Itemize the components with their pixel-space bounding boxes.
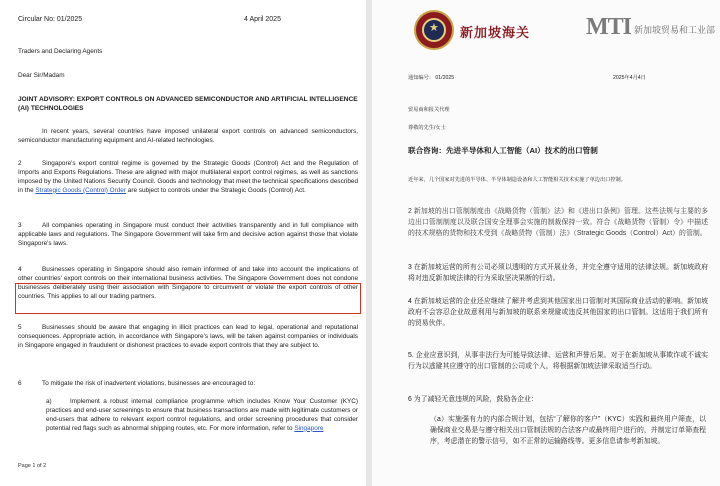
paragraph-text: All companies operating in Singapore must conduct their activities transparently and in full compliance with applicable laws and regulations. The Singapore Government will take firm and decisive action against those that violate Singapore's laws.: [18, 222, 358, 247]
zh-intro-paragraph: 近年来，几个国家对先进的半导体、半导体制造设备和人工智能相关技术实施了单边出口控制。: [408, 177, 626, 183]
mti-logo-text: MTI: [586, 14, 631, 40]
sub-item-number: a): [46, 398, 52, 405]
chinese-document-page: [372, 0, 720, 486]
singapore-customs-crest-icon: [414, 10, 454, 50]
paragraph-6a: [46, 398, 358, 434]
zh-paragraph-2: 2 新加坡的出口管制制度由《战略货物（管制）法》和《进出口条例》管理。这些法规与主要的多边出口管制制度以及联合国安全理事会实施的制裁保持一致。符合《战略货物（管制）令》中描述的技术规格的货物和技术受到《战略货物（管制）法》（Strategic Goods（Control）Act）的管制。: [408, 208, 708, 237]
document-header: [18, 16, 358, 23]
addressee: Traders and Declaring Agents: [18, 48, 103, 55]
paragraph-2: [18, 160, 358, 196]
paragraph-3: [18, 222, 358, 249]
paragraph-text: Singapore's export control regime is governed by the Strategic Goods (Control) Act and the Regulation of Imports and Exports Regulations. These are aligned with major multilateral export control regimes, as well as sanctions imposed by the United Nations Security Council. Goods and technology that meet the technical specifications described in the: [18, 160, 358, 194]
paragraph-number: 4: [18, 266, 22, 273]
salutation: Dear Sir/Madam: [18, 72, 65, 79]
document-title: JOINT ADVISORY: EXPORT CONTROLS ON ADVANCED SEMICONDUCTOR AND ARTIFICIAL INTELLIGENCE (AI) TECHNOLOGIES: [18, 96, 358, 112]
zh-document-date: 2025年4月4日: [613, 75, 646, 81]
paragraph-6: [18, 380, 358, 389]
paragraph-number: 5: [18, 324, 22, 331]
intro-paragraph: In recent years, several countries have imposed unilateral export controls on advanced semiconductors, semiconductor manufacturing equipment and AI-related technologies.: [18, 128, 358, 144]
zh-paragraph-3: 3 在新加坡运营的所有公司必须以透明的方式开展业务，并完全遵守适用的法律法规。新加坡政府将对违反新加坡法律的行为采取坚决果断的行动。: [408, 264, 708, 282]
paragraph-text: To mitigate the risk of inadvertent violations, businesses are encouraged to:: [42, 380, 256, 387]
zh-document-title: 联合咨询：先进半导体和人工智能（AI）技术的出口管制: [408, 146, 598, 155]
zh-circular-number: 通知编号： 01/2025: [408, 75, 455, 81]
zh-salutation: 尊敬的先生/女士: [408, 125, 446, 131]
page-footer: Page 1 of 2: [18, 463, 47, 469]
zh-paragraph-6a: （a）实施强有力的内部合规计划，包括“了解你的客户”（KYC）实践和最终用户筛查，以确保商业交易是与遵守相关出口管制法规的合法客户或最终用户进行的，并制定订单筛查程序，考虑潜在的警示信号，如不正常的运输路线等。更多信息请参考新加坡。: [430, 416, 706, 445]
zh-paragraph-6: 6 为了减轻无意违规的风险，鼓励各企业：: [408, 396, 538, 403]
paragraph-number: 3: [18, 222, 22, 229]
zh-paragraph-4: 4 在新加坡运营的企业还应继续了解并考虑到其他国家出口管制对其国际商业活动的影响。新加坡政府不会容忍企业故意利用与新加坡的联系来规避或违反其他国家的出口管制。这适用于我们所有的贸易伙伴。: [408, 298, 708, 327]
mti-name: 新加坡贸易和工业部: [634, 25, 716, 35]
document-date: 4 April 2025: [244, 16, 281, 23]
singapore-link[interactable]: Singapore: [294, 424, 324, 432]
sub-item-text: Implement a robust internal compliance programme which includes Know Your Customer (KYC) practices and end-user screenings to ensure that business transactions are made with legitimate customers or end-users that adhere to relevant export control regulations, and order screening procedures that consider potential red flags such as abnormal shipping routes, etc. For more information, refer to: [46, 398, 358, 432]
paragraph-text: Businesses should be aware that engaging in illicit practices can lead to legal, operational and reputational consequences. Appropriate action, in accordance with Singapore's laws, will be taken against companies or individuals in Singapore engaged in fraudulent or dishonest practices to evade export controls that they are subject to.: [18, 324, 358, 349]
zh-addressee: 贸易商和报关代理: [408, 107, 450, 113]
paragraph-text: Businesses operating in Singapore should also remain informed of and take into account the implications of other countries' export controls on their international business activities.: [18, 266, 358, 282]
crest-star-icon: ★: [429, 22, 439, 34]
highlighted-statement: The Singapore Government does not condone businesses deliberately using their association with Singapore to circumvent or violate the export controls of other countries. This applies to all our trading partners.: [18, 274, 359, 300]
paragraph-5: [18, 324, 358, 351]
singapore-customs-name: 新加坡海关: [460, 25, 531, 40]
paragraph-number: 2: [18, 160, 22, 167]
paragraph-number: 6: [18, 380, 22, 387]
strategic-goods-order-link[interactable]: Strategic Goods (Control) Order: [35, 186, 126, 194]
paragraph-text-end: are subject to controls under the Strategic Goods (Control) Act.: [127, 186, 306, 194]
zh-paragraph-5: 5. 企业应意识到，从事非法行为可能导致法律、运营和声誉后果。对于在新加坡从事欺诈或不诚实行为以逃避其应遵守的出口管制的公司或个人，将根据新加坡法律采取适当行动。: [408, 352, 708, 370]
zh-header: [408, 74, 708, 82]
highlight-box: [15, 283, 361, 314]
mti-logo: [586, 14, 631, 41]
circular-number: Circular No: 01/2025: [18, 16, 83, 23]
